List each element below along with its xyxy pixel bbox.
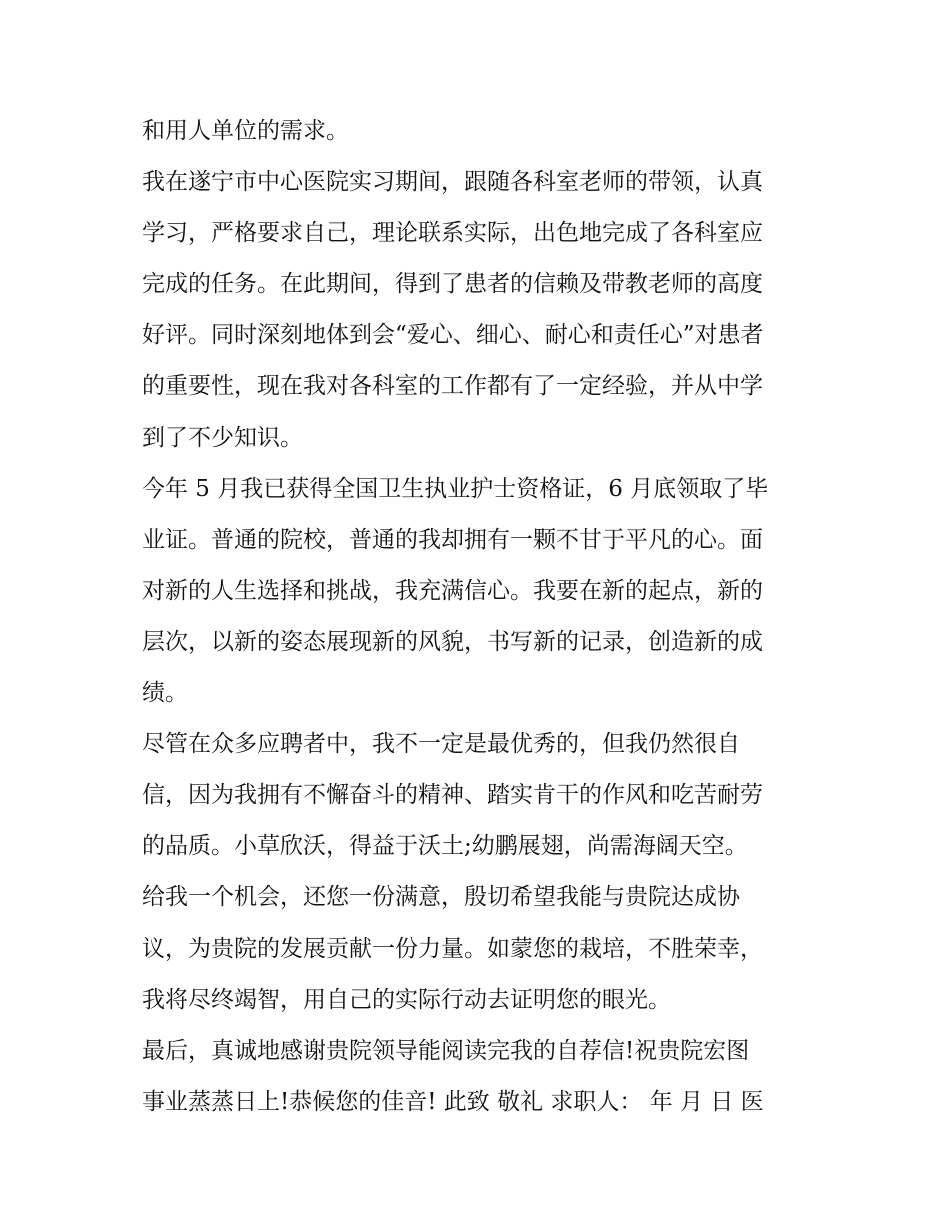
text-line: 层次，以新的姿态展现新的风貌，书写新的记录，创造新的成 bbox=[142, 628, 763, 655]
text-line: 和用人单位的需求。 bbox=[142, 118, 349, 144]
text-line: 学习，严格要求自己，理论联系实际，出色地完成了各科室应 bbox=[142, 220, 763, 247]
text-line: 事业蒸蒸日上!恭候您的佳音! 此致 敬礼 求职人： 年 月 日 医 bbox=[142, 1088, 764, 1115]
text-line: 绩。 bbox=[142, 680, 188, 707]
text-line: 的重要性，现在我对各科室的工作都有了一定经验，并从中学 bbox=[142, 373, 763, 400]
text-line: 最后，真诚地感谢贵院领导能阅读完我的自荐信!祝贵院宏图 bbox=[142, 1037, 750, 1064]
text-line: 我将尽终竭智，用自己的实际行动去证明您的眼光。 bbox=[142, 986, 671, 1013]
text-line: 我在遂宁市中心医院实习期间，跟随各科室老师的带领，认真 bbox=[142, 169, 763, 196]
text-line: 尽管在众多应聘者中，我不一定是最优秀的，但我仍然很自 bbox=[142, 731, 740, 758]
text-line: 对新的人生选择和挑战，我充满信心。我要在新的起点，新的 bbox=[142, 577, 763, 604]
text-line: 业证。普通的院校，普通的我却拥有一颗不甘于平凡的心。面 bbox=[142, 526, 763, 553]
text-line: 信，因为我拥有不懈奋斗的精神、踏实肯干的作风和吃苦耐劳 bbox=[142, 782, 763, 809]
text-line: 到了不少知识。 bbox=[142, 424, 303, 451]
text-line: 今年 5 月我已获得全国卫生执业护士资格证，6 月底领取了毕 bbox=[142, 475, 769, 502]
letter-body bbox=[142, 106, 822, 1128]
text-line: 的品质。小草欣沃，得益于沃土;幼鹏展翅，尚需海阔天空。 bbox=[142, 833, 748, 860]
text-line: 完成的任务。在此期间，得到了患者的信赖及带教老师的高度 bbox=[142, 271, 763, 298]
text-line: 好评。同时深刻地体到会“爱心、细心、耐心和责任心”对患者 bbox=[142, 322, 764, 349]
text-line: 给我一个机会，还您一份满意，殷切希望我能与贵院达成协 bbox=[142, 884, 740, 911]
text-line: 议，为贵院的发展贡献一份力量。如蒙您的栽培，不胜荣幸， bbox=[142, 935, 763, 962]
